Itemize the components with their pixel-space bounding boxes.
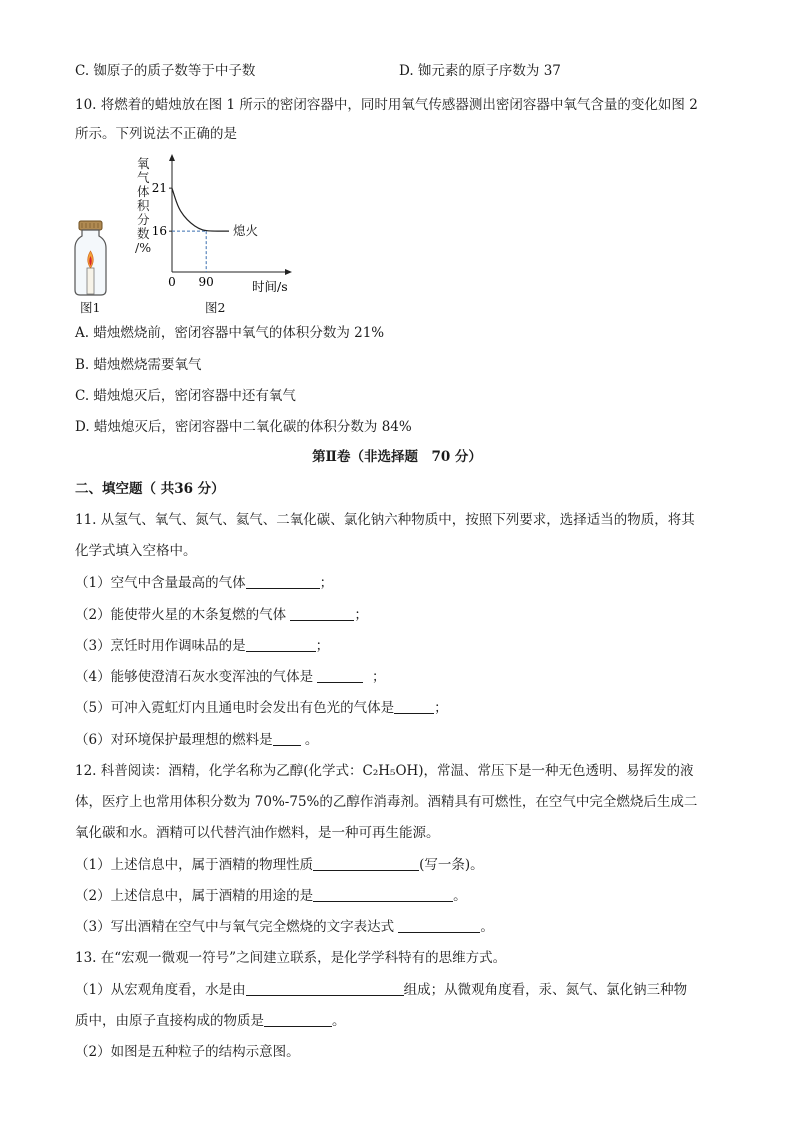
x-tick-label: 90 bbox=[198, 275, 214, 289]
q12-part1: （1）上述信息中，属于酒精的物理性质 (写一条)。 bbox=[75, 857, 484, 873]
q11-part6: （6）对环境保护最理想的燃料是 。 bbox=[75, 732, 319, 748]
x-axis-label: 时间/s bbox=[252, 279, 288, 294]
q10-stem-line2: 所示。下列说法不正确的是 bbox=[75, 126, 237, 142]
section2-title: 第Ⅱ卷（非选择题 70 分） bbox=[312, 449, 482, 465]
q11-part5: （5）可冲入霓虹灯内且通电时会发出有色光的气体是 ； bbox=[75, 700, 448, 716]
q11-stem-line2: 化学式填入空格中。 bbox=[75, 543, 197, 559]
answer-blank[interactable] bbox=[273, 731, 301, 746]
candle bbox=[87, 268, 94, 294]
q10-option-a: A. 蜡烛燃烧前，密闭容器中氧气的体积分数为 21% bbox=[75, 325, 385, 341]
y-axis-label-char: 积 bbox=[137, 198, 150, 213]
q13-part1-line1: （1）从宏观角度看，水是由 组成；从微观角度看，汞、氮气、氯化钠三种物 bbox=[75, 982, 688, 998]
x-axis-arrow bbox=[285, 269, 292, 275]
y-axis-label-char: /% bbox=[135, 240, 152, 255]
q9-option-d: D. 铷元素的原子序数为 37 bbox=[399, 63, 561, 79]
y-axis-arrow bbox=[169, 154, 175, 161]
q11-part4: （4）能够使澄清石灰水变浑浊的气体是 ； bbox=[75, 669, 386, 685]
q11-part2: （2）能使带火星的木条复燃的气体 ； bbox=[75, 607, 368, 623]
y-tick-label: 21 bbox=[151, 181, 167, 196]
answer-blank[interactable] bbox=[313, 887, 453, 902]
answer-blank[interactable] bbox=[246, 637, 316, 652]
annotation-extinguish: 熄火 bbox=[233, 223, 259, 239]
q13-part2: （2）如图是五种粒子的结构示意图。 bbox=[75, 1044, 300, 1060]
y-axis-label-char: 氧 bbox=[137, 156, 150, 171]
answer-blank[interactable] bbox=[264, 1012, 332, 1027]
q12-line3: 氧化碳和水。酒精可以代替汽油作燃料，是一种可再生能源。 bbox=[75, 825, 440, 841]
q12-line2: 体，医疗上也常用体积分数为 70%-75%的乙醇作消毒剂。酒精具有可燃性，在空气中完全燃烧后生成二 bbox=[75, 794, 698, 810]
figure2-chart bbox=[128, 148, 298, 298]
q11-stem-line1: 11. 从氢气、氧气、氮气、氦气、二氧化碳、氯化钠六种物质中，按照下列要求，选择适当的物质，将其 bbox=[75, 512, 695, 528]
y-axis-label-char: 气 bbox=[137, 170, 150, 185]
q10-stem-line1: 10. 将燃着的蜡烛放在图 1 所示的密闭容器中，同时用氧气传感器测出密闭容器中氧气含量的变化如图 2 bbox=[75, 97, 698, 113]
q9-option-c: C. 铷原子的质子数等于中子数 bbox=[75, 63, 256, 79]
y-axis-label bbox=[135, 156, 151, 255]
q13-stem: 13. 在“宏观一微观一符号”之间建立联系，是化学学科特有的思维方式。 bbox=[75, 950, 507, 966]
answer-blank[interactable] bbox=[246, 574, 320, 589]
answer-blank[interactable] bbox=[246, 981, 404, 996]
q11-part3: （3）烹饪时用作调味品的是 ； bbox=[75, 638, 330, 654]
x-tick-label: 0 bbox=[168, 275, 176, 289]
q12-part3: （3）写出酒精在空气中与氧气完全燃烧的文字表达式 。 bbox=[75, 919, 494, 935]
figure1-caption: 图1 bbox=[80, 300, 101, 315]
q10-option-b: B. 蜡烛燃烧需要氧气 bbox=[75, 357, 202, 373]
y-axis-label-char: 分 bbox=[137, 212, 150, 227]
q11-part1: （1）空气中含量最高的气体 ； bbox=[75, 575, 334, 591]
section2-heading: 二、填空题（ 共36 分） bbox=[75, 481, 225, 497]
answer-blank[interactable] bbox=[313, 856, 419, 871]
answer-blank[interactable] bbox=[394, 699, 434, 714]
q12-part2: （2）上述信息中，属于酒精的用途的是 。 bbox=[75, 888, 467, 904]
figure1-jar bbox=[70, 218, 120, 298]
y-tick-label: 16 bbox=[151, 224, 167, 239]
oxygen-curve bbox=[172, 188, 229, 231]
y-axis-label-char: 体 bbox=[137, 184, 150, 199]
answer-blank[interactable] bbox=[317, 668, 363, 683]
q12-line1: 12. 科普阅读：酒精，化学名称为乙醇(化学式：C₂H₅OH)，常温、常压下是一种无色透明、易挥发的液 bbox=[75, 763, 694, 779]
answer-blank[interactable] bbox=[398, 918, 480, 933]
q10-option-d: D. 蜡烛熄灭后，密闭容器中二氧化碳的体积分数为 84% bbox=[75, 419, 412, 435]
answer-blank[interactable] bbox=[290, 606, 354, 621]
jar-lid bbox=[79, 221, 102, 230]
y-axis-label-char: 数 bbox=[137, 226, 150, 241]
q10-option-c: C. 蜡烛熄灭后，密闭容器中还有氧气 bbox=[75, 388, 296, 404]
figure2-caption: 图2 bbox=[205, 300, 226, 315]
q13-part1-line2: 质中，由原子直接构成的物质是 。 bbox=[75, 1013, 346, 1029]
